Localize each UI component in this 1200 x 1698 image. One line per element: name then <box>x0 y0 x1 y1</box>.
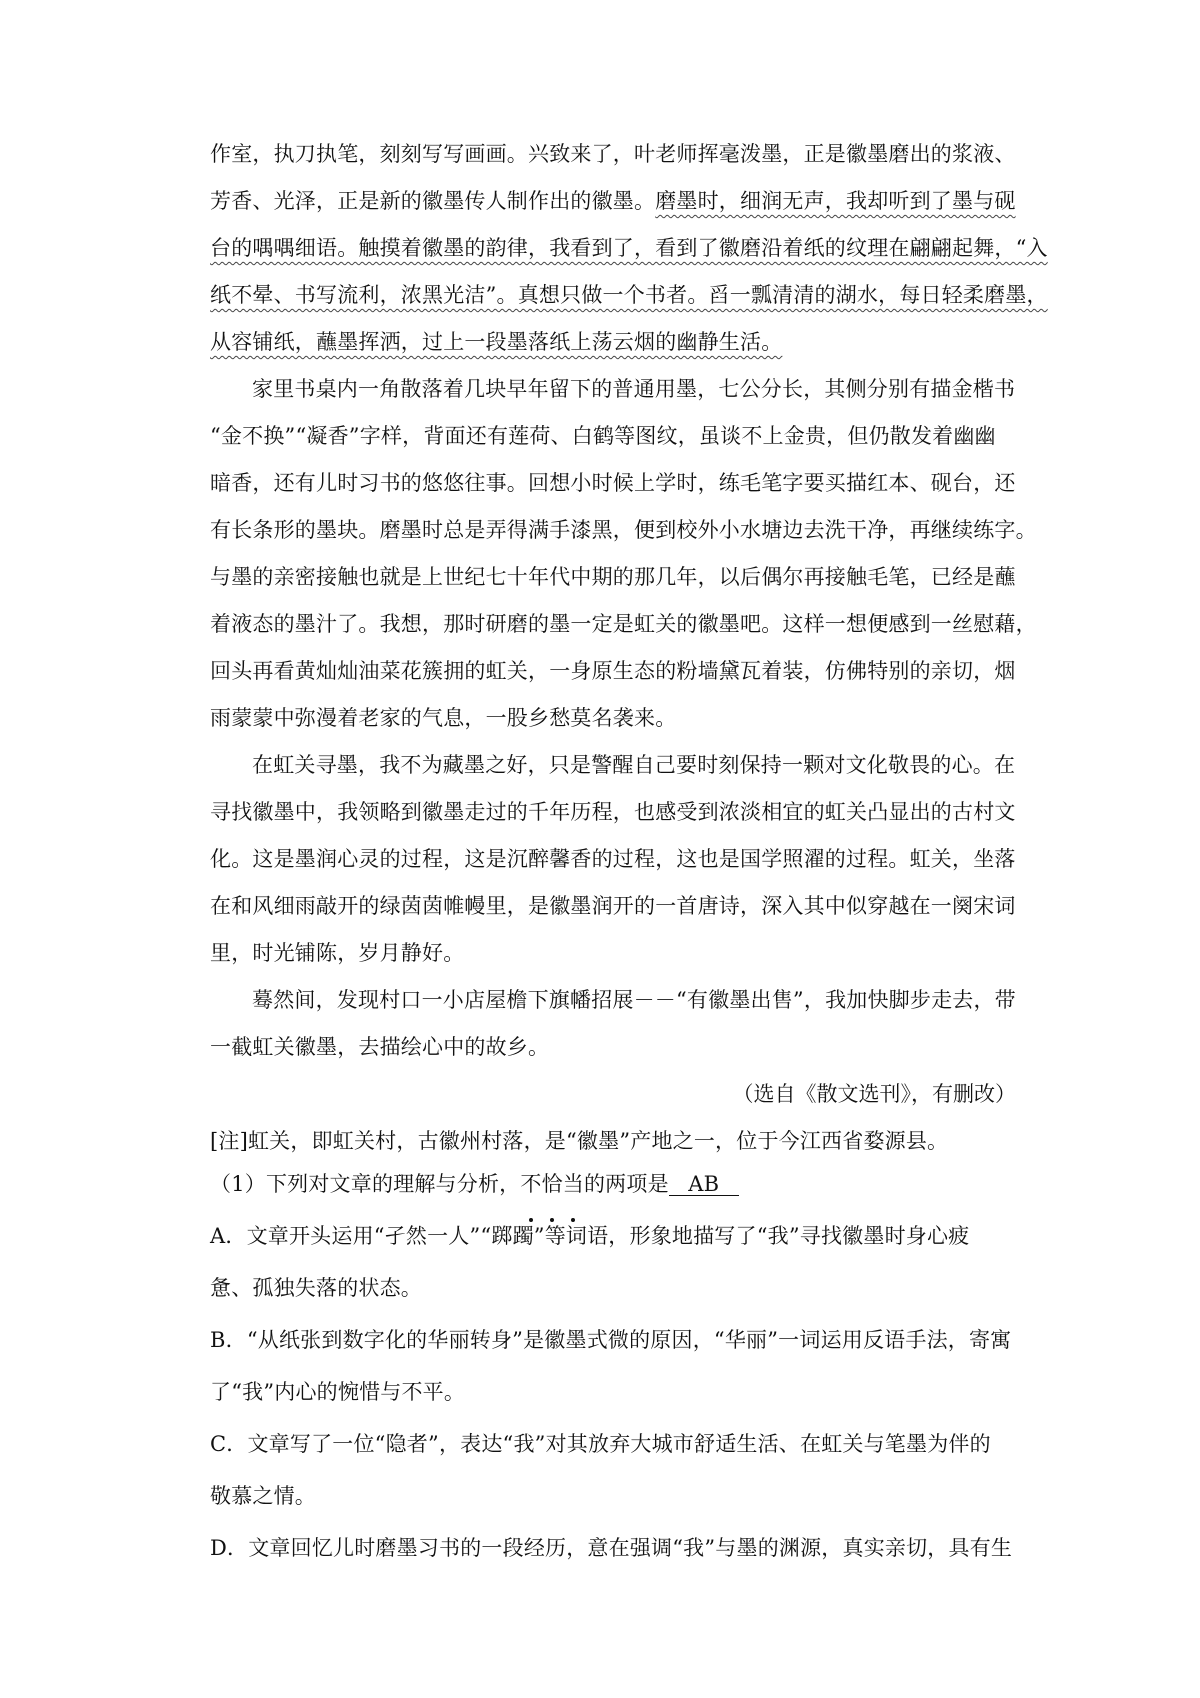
stem-text: 的两项是 <box>583 1172 669 1196</box>
text-line: 与墨的亲密接触也就是上世纪七十年代中期的那几年，以后偶尔再接触毛笔，已经是蘸 <box>210 565 1016 589</box>
option-c-cont: 敬慕之情。 <box>210 1484 316 1508</box>
text-line <box>210 222 1048 274</box>
text-line: 在和风细雨敲开的绿茵茵帷幔里，是徽墨润开的一首唐诗，深入其中似穿越在一阕宋词 <box>210 894 1016 918</box>
footnote: [注]虹关，即虹关村，古徽州村落，是“徽墨”产地之一，位于今江西省婺源县。 <box>210 1129 949 1153</box>
text-line: 里，时光铺陈，岁月静好。 <box>210 941 465 965</box>
wavy-underlined-text: 磨墨时，细润无声，我却听到了墨与砚 <box>655 189 1016 213</box>
wavy-underlined-text: 台的喁喁细语。触摸着徽墨的韵律，我看到了，看到了徽磨沿着纸的纹理在翩翩起舞，“入 <box>210 236 1048 260</box>
text-line: 雨蒙蒙中弥漫着老家的气息，一股乡愁莫名袭来。 <box>210 706 677 730</box>
text-line: 有长条形的墨块。磨墨时总是弄得满手漆黑，便到校外小水塘边去洗干净，再继续练字。 <box>210 518 1037 542</box>
emphasis-char: 恰 <box>542 1158 563 1210</box>
option-a: A．文章开头运用“孑然一人”“踯躅”等词语，形象地描写了“我”寻找徽墨时身心疲 <box>210 1224 970 1248</box>
option-b-cont: 了“我”内心的惋惜与不平。 <box>210 1380 466 1404</box>
emphasis-char: 不 <box>520 1158 541 1210</box>
text-line <box>210 128 1016 180</box>
option-a-cont: 惫、孤独失落的状态。 <box>210 1276 422 1300</box>
text-span: 芳香、光泽，正是新的徽墨传人制作出的徽墨。 <box>210 189 656 213</box>
text-line: 暗香，还有儿时习书的悠悠往事。回想小时候上学时，练毛笔字要买描红本、砚台，还 <box>210 471 1016 495</box>
question-stem <box>210 1158 1016 1210</box>
option-d: D．文章回忆儿时磨墨习书的一段经历，意在强调“我”与墨的渊源，真实亲切，具有生 <box>210 1536 1013 1560</box>
wavy-underlined-text: 纸不晕、书写流利，浓黑光洁”。真想只做一个书者。舀一瓢清清的湖水，每日轻柔磨墨， <box>210 283 1048 307</box>
text-line: 着液态的墨汁了。我想，那时研磨的墨一定是虹关的徽墨吧。这样一想便感到一丝慰藉， <box>210 612 1037 636</box>
option-c: C．文章写了一位“隐者”，表达“我”对其放弃大城市舒适生活、在虹关与笔墨为伴的 <box>210 1432 991 1456</box>
text-span: 作室，执刀执笔，刻刻写写画画。兴致来了，叶老师挥毫泼墨，正是徽墨磨出的浆液、 <box>210 142 1016 166</box>
answer-blank: AB <box>669 1173 739 1196</box>
stem-text: （1）下列对文章的理解与分析， <box>210 1172 521 1196</box>
text-line: 一截虹关徽墨，去描绘心中的故乡。 <box>210 1035 550 1059</box>
source-citation: （选自《散文选刊》，有删改） <box>732 1082 1016 1106</box>
wavy-underlined-text: 从容铺纸，蘸墨挥洒，过上一段墨落纸上荡云烟的幽静生活。 <box>210 330 783 354</box>
text-line <box>210 175 1016 227</box>
text-line: 回头再看黄灿灿油菜花簇拥的虹关，一身原生态的粉墙黛瓦着装，仿佛特别的亲切，烟 <box>210 659 1016 683</box>
option-b: B．“从纸张到数字化的华丽转身”是徽墨式微的原因，“华丽”一词运用反语手法，寄寓 <box>210 1328 1012 1352</box>
text-line <box>210 269 1048 321</box>
document-page <box>210 0 1048 1698</box>
paragraph-first-line: 在虹关寻墨，我不为藏墨之好，只是警醒自己要时刻保持一颗对文化敬畏的心。在 <box>252 753 1016 777</box>
text-line <box>210 316 1016 368</box>
paragraph-first-line: 家里书桌内一角散落着几块早年留下的普通用墨，七公分长，其侧分别有描金楷书 <box>252 377 1016 401</box>
emphasis-char: 当 <box>563 1158 584 1210</box>
text-line: “金不换”“凝香”字样，背面还有莲荷、白鹤等图纹，虽谈不上金贵，但仍散发着幽幽 <box>210 424 996 448</box>
paragraph-first-line: 蓦然间，发现村口一小店屋檐下旗幡招展－－“有徽墨出售”，我加快脚步走去，带 <box>252 988 1016 1012</box>
text-line: 化。这是墨润心灵的过程，这是沉醉馨香的过程，这也是国学照濯的过程。虹关，坐落 <box>210 847 1016 871</box>
text-line: 寻找徽墨中，我领略到徽墨走过的千年历程，也感受到浓淡相宜的虹关凸显出的古村文 <box>210 800 1016 824</box>
